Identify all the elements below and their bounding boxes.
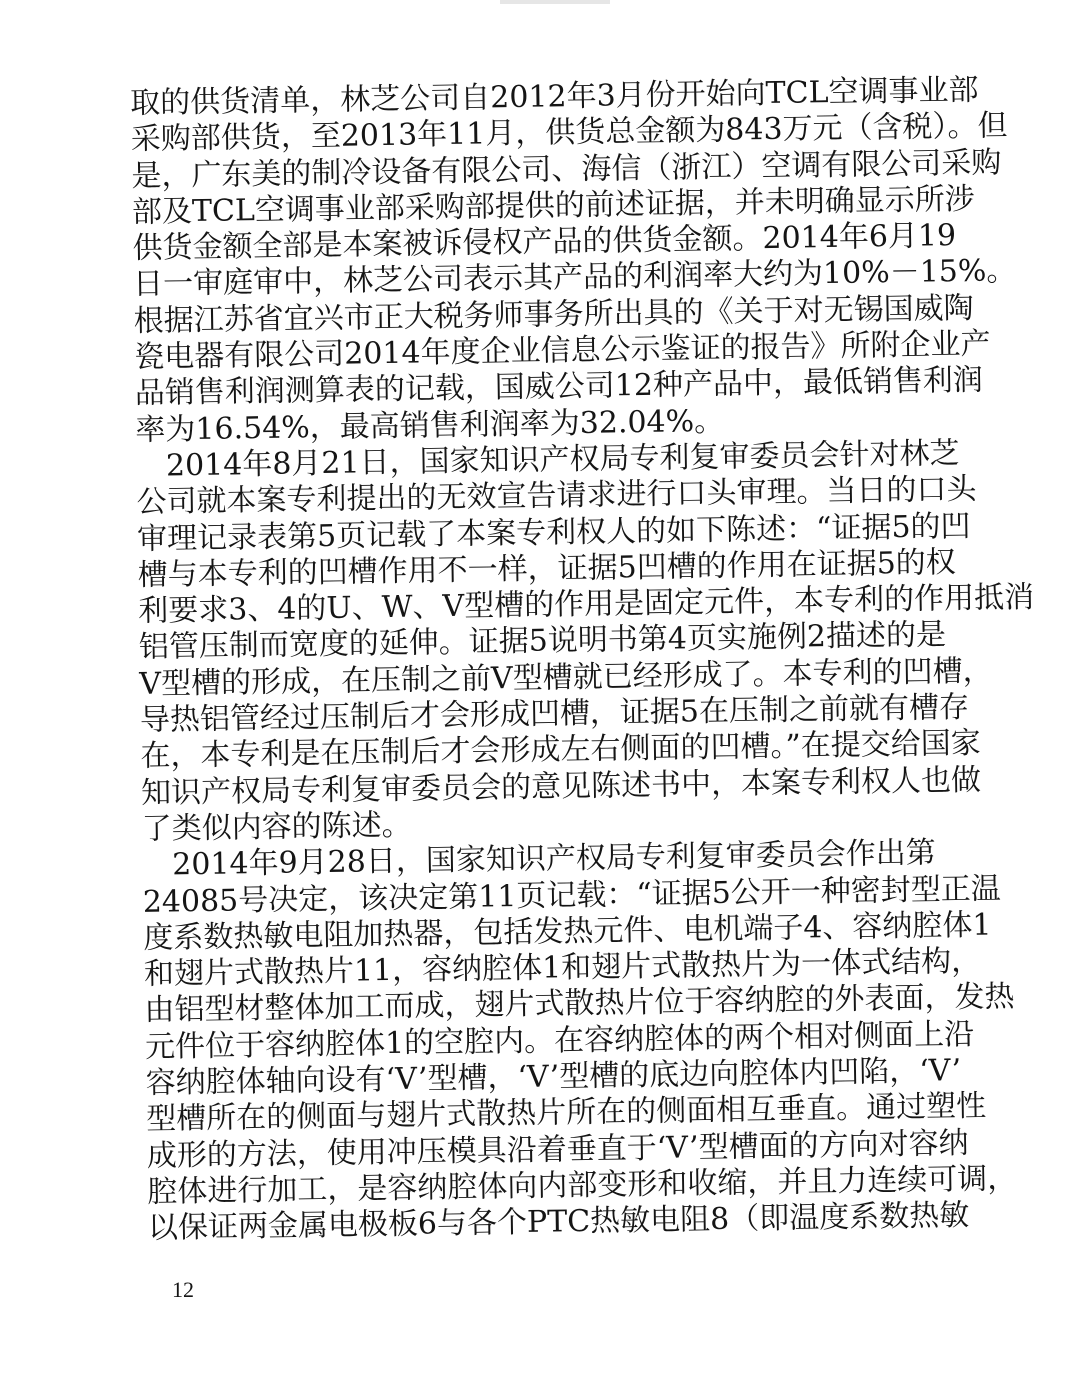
text-line-14: 槽与本专利的凹槽作用不一样，证据5凹槽的作用在证据5的权 <box>137 544 957 593</box>
text-line-30: 成形的方法，使用冲压模具沿着垂直于‘V’型槽面的方向对容纳 <box>146 1125 969 1174</box>
text-line-28: 容纳腔体轴向设有‘V’型槽，‘V’型槽的底边向腔体内凹陷，‘V’ <box>145 1053 962 1101</box>
scan-edge-mark <box>500 0 610 4</box>
text-line-9: 品销售利润测算表的记载，国威公司12种产品中，最低销售利润 <box>134 363 984 412</box>
text-line-26: 由铝型材整体加工而成，翅片式散热片位于容纳腔的外表面，发热 <box>144 979 1015 1029</box>
text-line-3: 是，广东美的制冷设备有限公司、海信（浙江）空调有限公司采购 <box>131 144 1002 194</box>
page-number: 12 <box>172 1277 194 1302</box>
text-line-5: 供货金额全部是本案被诉侵权产品的供货金额。2014年6月19 <box>132 218 957 267</box>
text-line-6: 日一审庭审中，林芝公司表示其产品的利润率大约为10%－15%。 <box>132 253 1017 303</box>
text-line-4: 部及TCL空调事业部采购部提供的前述证据，并未明确显示所涉 <box>131 181 976 230</box>
text-line-8: 瓷电器有限公司2014年度企业信息公示鉴证的报告》所附企业产 <box>133 326 991 376</box>
text-line-11: 2014年8月21日，国家知识产权局专利复审委员会针对林芝 <box>135 435 960 484</box>
text-line-15: 利要求3、4的U、W、V型槽的作用是固定元件，本专利的作用抵消 <box>137 580 1035 630</box>
text-line-32: 以保证两金属电极板6与各个PTC热敏电阻8（即温度系数热敏 <box>147 1198 970 1247</box>
text-line-13: 审理记录表第5页记载了本案专利权人的如下陈述：“证据5的凹 <box>136 508 971 557</box>
text-line-16: 铝管压制而宽度的延伸。证据5说明书第4页实施例2描述的是 <box>138 617 947 666</box>
text-line-22: 2014年9月28日，国家知识产权局专利复审委员会作出第 <box>141 835 937 884</box>
text-line-21: 了类似内容的陈述。 <box>141 807 412 847</box>
text-line-2: 采购部供货，至2013年11月，供货总金额为843万元（含税）。但 <box>130 108 1008 158</box>
text-line-18: 导热铝管经过压制后才会形成凹槽，证据5在压制之前就有槽存 <box>139 689 970 738</box>
body-text <box>130 72 1035 1247</box>
text-line-29: 型槽所在的侧面与翅片式散热片所在的侧面相互垂直。通过塑性 <box>145 1088 987 1138</box>
text-line-12: 公司就本案专利提出的无效宣告请求进行口头审理。当日的口头 <box>136 472 977 521</box>
text-line-24: 度系数热敏电阻加热器，包括发热元件、电机端子4、容纳腔体1 <box>143 907 992 956</box>
text-line-25: 和翅片式散热片11，容纳腔体1和翅片式散热片为一体式结构， <box>143 943 982 993</box>
text-line-19: 在，本专利是在压制后才会形成左右侧面的凹槽。”在提交给国家 <box>140 726 982 775</box>
text-line-7: 根据江苏省宜兴市正大税务师事务所出具的《关于对无锡国威陶 <box>133 290 974 339</box>
text-line-23: 24085号决定，该决定第11页记载：“证据5公开一种密封型正温 <box>142 870 1002 920</box>
text-line-10: 率为16.54%，最高销售利润率为32.04%。 <box>135 403 725 448</box>
text-line-20: 知识产权局专利复审委员会的意见陈述书中，本案专利权人也做 <box>140 762 982 811</box>
text-line-31: 腔体进行加工，是容纳腔体向内部变形和收缩，并且力连续可调， <box>147 1161 1018 1210</box>
text-line-1: 取的供货清单，林芝公司自2012年3月份开始向TCL空调事业部 <box>130 72 979 121</box>
text-line-17: V型槽的形成，在压制之前V型槽就已经形成了。本专利的凹槽， <box>139 653 993 702</box>
text-line-27: 元件位于容纳腔体1的空腔内。在容纳腔体的两个相对侧面上沿 <box>144 1016 975 1065</box>
